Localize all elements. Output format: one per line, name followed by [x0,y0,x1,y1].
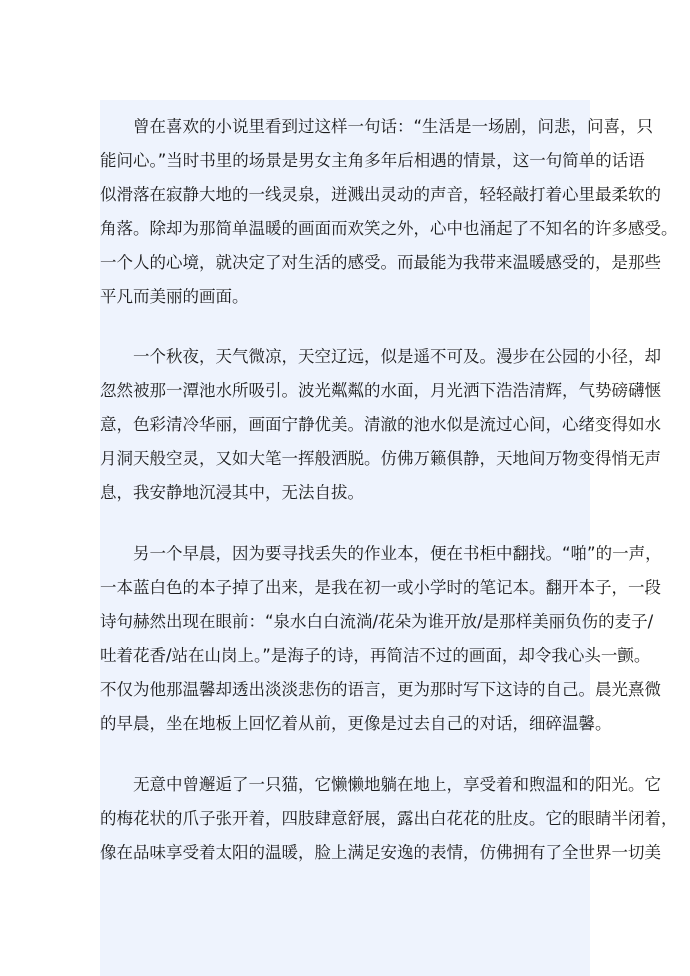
paragraph-1-line-5: 一个人的心境，就决定了对生活的感受。而最能为我带来温暖感受的，是那些 [100,253,661,272]
paragraph-2-line-5: 息，我安静地沉浸其中，无法自拔。 [100,483,364,502]
paragraph-3-line-2: 一本蓝白色的本子掉了出来，是我在初一或小学时的笔记本。翻开本子，一段 [100,578,661,597]
paragraph-3-line-4: 吐着花香/站在山岗上。”是海子的诗，再简洁不过的画面，却令我心头一颤。 [100,646,651,665]
paragraph-1-line-4: 角落。除却为那简单温暖的画面而欢笑之外，心中也涌起了不知名的许多感受。 [100,219,678,238]
paragraph-1-line-6: 平凡而美丽的画面。 [100,287,249,306]
paragraph-2-line-2: 忽然被那一潭池水所吸引。波光粼粼的水面，月光洒下浩浩清辉，气势磅礴惬 [100,381,661,400]
paragraph-3-line-1: 另一个早晨，因为要寻找丢失的作业本，便在书柜中翻找。“啪”的一声， [133,544,662,563]
paragraph-4-line-3: 像在品味享受着太阳的温暖，脸上满足安逸的表情，仿佛拥有了全世界一切美 [100,843,661,862]
paragraph-3-line-5: 不仅为他那温馨却透出淡淡悲伤的语言，更为那时写下这诗的自己。晨光熹微 [100,680,661,699]
paragraph-1-line-1: 曾在喜欢的小说里看到过这样一句话：“生活是一场剧，问悲，问喜，只 [133,117,654,136]
text-panel [100,100,678,976]
paragraph-3-line-3: 诗句赫然出现在眼前：“泉水白白流淌/花朵为谁开放/是那样美丽负伤的麦子/ [100,612,654,631]
paragraph-4-line-2: 的梅花状的爪子张开着，四肢肆意舒展，露出白花花的肚皮。它的眼睛半闭着， [100,809,678,828]
paragraph-1-line-2: 能问心。”当时书里的场景是男女主角多年后相遇的情景，这一句简单的话语 [100,151,645,170]
paragraph-3-line-6: 的早晨，坐在地板上回忆着从前，更像是过去自己的对话，细碎温馨。 [100,714,612,733]
paragraph-1-line-3: 似滑落在寂静大地的一线灵泉，迸溅出灵动的声音，轻轻敲打着心里最柔软的 [100,185,661,204]
paragraph-2-line-4: 月洞天般空灵，又如大笔一挥般洒脱。仿佛万籁俱静，天地间万物变得悄无声 [100,449,661,468]
paragraph-4-line-1: 无意中曾邂逅了一只猫，它懒懒地躺在地上，享受着和煦温和的阳光。它 [133,775,661,794]
paragraph-2-line-3: 意，色彩清冷华丽，画面宁静优美。清澈的池水似是流过心间，心绪变得如水 [100,415,661,434]
paragraph-2-line-1: 一个秋夜，天气微凉，天空辽远，似是遥不可及。漫步在公园的小径，却 [133,347,661,366]
